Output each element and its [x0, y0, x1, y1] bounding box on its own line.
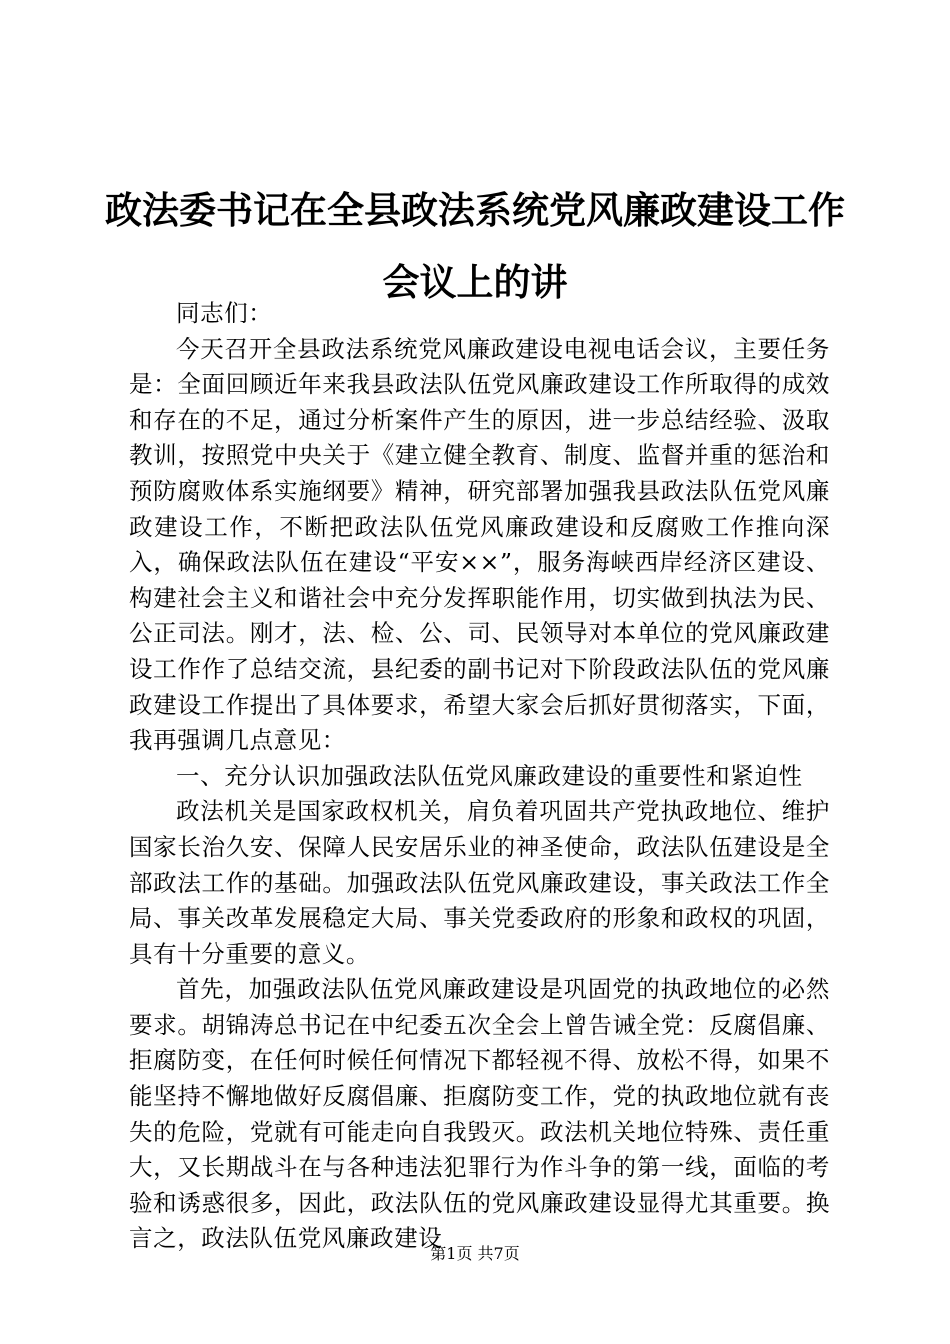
body-paragraph: 今天召开全县政法系统党风廉政建设电视电话会议，主要任务是：全面回顾近年来我县政法队伍党风廉政建设工作所取得的成效和存在的不足，通过分析案件产生的原因，进一步总结经验、汲取教训，按照党中央关于《建立健全教育、制度、监督并重的惩治和预防腐败体系实施纲要》精神，研究部署加强我县政法队伍党风廉政建设工作，不断把政法队伍党风廉政建设和反腐败工作推向深入，确保政法队伍在建设“平安××”，服务海峡西岸经济区建设、构建社会主义和谐社会中充分发挥职能作用，切实做到执法为民、公正司法。刚才，法、检、公、司、民领导对本单位的党风廉政建设工作作了总结交流，县纪委的副书记对下阶段政法队伍的党风廉政建设工作提出了具体要求，希望大家会后抓好贯彻落实，下面，我再强调几点意见：: [129, 334, 830, 755]
title-line-2: 会议上的讲: [382, 260, 568, 304]
page-number-footer: 第1页 共7页: [430, 1244, 520, 1263]
salutation: 同志们：: [176, 299, 273, 327]
document-body: [129, 296, 830, 1257]
section-heading: 一、充分认识加强政法队伍党风廉政建设的重要性和紧迫性: [176, 761, 803, 790]
title-line-1: 政法委书记在全县政法系统党风廉政建设工作: [105, 188, 845, 232]
body-paragraph: 首先，加强政法队伍党风廉政建设是巩固党的执政地位的必然要求。胡锦涛总书记在中纪委五次全会上曾告诫全党：反腐倡廉、拒腐防变，在任何时候任何情况下都轻视不得、放松不得，如果不能坚持不懈地做好反腐倡廉、拒腐防变工作，党的执政地位就有丧失的危险，党就有可能走向自我毁灭。政法机关地位特殊、责任重大，又长期战斗在与各种违法犯罪行为作斗争的第一线，面临的考验和诱惑很多，因此，政法队伍的党风廉政建设显得尤其重要。换言之，政法队伍党风廉政建设: [129, 975, 830, 1253]
body-paragraph: 政法机关是国家政权机关，肩负着巩固共产党执政地位、维护国家长治久安、保障人民安居乐业的神圣使命，政法队伍建设是全部政法工作的基础。加强政法队伍党风廉政建设，事关政法工作全局、事关改革发展稳定大局、事关党委政府的形象和政权的巩固，具有十分重要的意义。: [129, 797, 830, 968]
